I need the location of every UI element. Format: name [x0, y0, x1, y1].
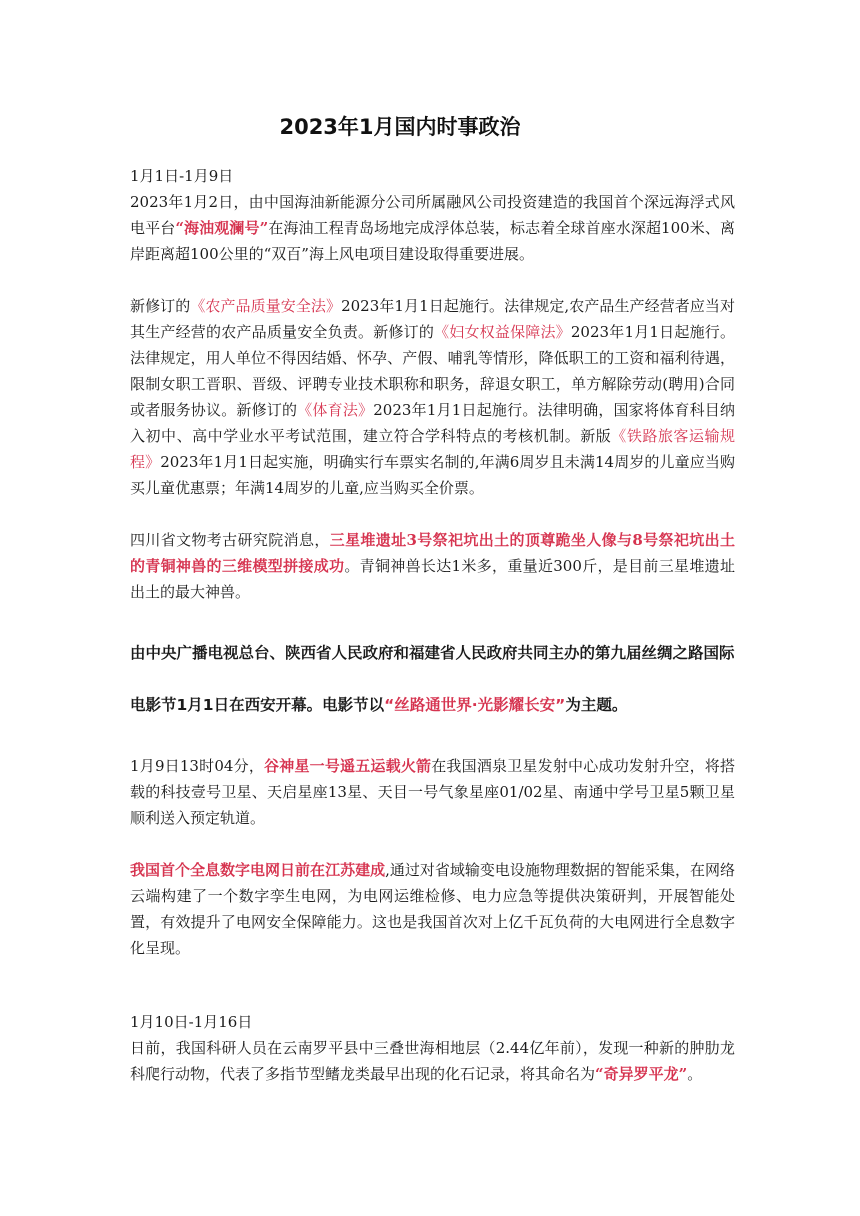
text-segment: 2023年1月2日，由中国海油新能源分公司所属融风公司投资建造的我国首个深远海浮式风电平台	[130, 193, 735, 237]
highlight-sanxingdui: 三星堆遗址3号祭祀坑出土的顶尊跪坐人像与8号祭祀坑出土的青铜神兽的三维模型拼接成功	[130, 531, 735, 575]
paragraph-rocket-launch	[130, 753, 735, 831]
highlight-haiyou-guanlan: “海油观澜号”	[175, 219, 269, 237]
paragraph-new-laws	[130, 293, 735, 501]
page-title: 2023年1月国内时事政治	[279, 115, 521, 139]
text-segment: 2023年1月1日起施行。法律规定,农产品生产经营者应当对其生产经营的农产品质量安全负责。新修订的	[130, 297, 735, 341]
paragraph-sanxingdui	[130, 527, 735, 605]
highlight-rocket: 谷神星一号遥五运载火箭	[264, 757, 432, 775]
spacer	[130, 961, 735, 987]
text-segment: 日前，我国科研人员在云南罗平县中三叠世海相地层（2.44亿年前），发现一种新的肿肋龙科爬行动物，代表了多指节型鳍龙类最早出现的化石记录，将其命名为	[130, 1039, 735, 1083]
text-segment: ,通过对省域输变电设施物理数据的智能采集，在网络云端构建了一个数字孪生电网，为电网运维检修、电力应急等提供决策研判，开展智能处置，有效提升了电网安全保障能力。这也是我国首次对上亿千瓦负荷的大电网进行全息数字化呈现。	[130, 861, 735, 957]
text-segment: 新修订的	[130, 297, 191, 315]
paragraph-film-festival	[130, 627, 735, 731]
text-segment: 2023年1月1日起施行。法律明确，国家将体育科目纳入初中、高中学业水平考试范围，建立符合学科特点的考核机制。新版	[130, 401, 735, 445]
spacer	[130, 987, 735, 1009]
text-segment: 由中央广播电视总台、陕西省人民政府和福建省人民政府共同主办的第九届丝绸之路国际电影节1月1日在西安开幕。电影节以	[130, 644, 735, 714]
spacer	[130, 501, 735, 527]
highlight-festival-theme: “丝路通世界·光影耀长安”	[384, 696, 566, 714]
section-date-jan-10-16: 1月10日-1月16日	[130, 1013, 253, 1031]
text-segment: 。	[687, 1065, 703, 1083]
highlight-railway-rules: 《铁路旅客运输规程》	[130, 427, 735, 471]
paragraph-digital-grid	[130, 857, 735, 961]
highlight-agri-law: 《农产品质量安全法》	[190, 297, 342, 315]
section-date-jan-1-9: 1月1日-1月9日	[130, 167, 234, 185]
paragraph-luoping-reptile	[130, 1035, 735, 1087]
text-segment: 为主题。	[565, 696, 628, 714]
highlight-women-law: 《妇女权益保障法》	[434, 323, 571, 341]
highlight-sports-law: 《体育法》	[297, 401, 374, 419]
highlight-luoping-dragon: “奇异罗平龙”	[595, 1065, 688, 1083]
spacer	[130, 731, 735, 753]
spacer	[130, 267, 735, 293]
paragraph-offshore-wind	[130, 189, 735, 267]
spacer	[130, 831, 735, 857]
text-segment: 在海油工程青岛场地完成浮体总装，标志着全球首座水深超100米、离岸距离超100公里的“双百”海上风电项目建设取得重要进展。	[130, 219, 735, 263]
text-segment: 在我国酒泉卫星发射中心成功发射升空，将搭载的科技壹号卫星、天启星座13星、天目一号气象星座01/02星、南通中学号卫星5颗卫星顺利送入预定轨道。	[130, 757, 735, 827]
highlight-digital-grid: 我国首个全息数字电网日前在江苏建成	[130, 861, 386, 879]
document-body	[130, 163, 735, 1087]
text-segment: 2023年1月1日起施行。法律规定，用人单位不得因结婚、怀孕、产假、哺乳等情形，降低职工的工资和福利待遇，限制女职工晋职、晋级、评聘专业技术职称和职务，辞退女职工，单方解除劳动(聘用)合同或者服务协议。新修订的	[130, 323, 735, 419]
text-segment: 。青铜神兽长达1米多，重量近300斤，是目前三星堆遗址出土的最大神兽。	[130, 557, 735, 601]
text-segment: 1月9日13时04分，	[130, 757, 265, 775]
text-segment: 2023年1月1日起实施，明确实行车票实名制的,年满6周岁且未满14周岁的儿童应当购买儿童优惠票；年满14周岁的儿童,应当购买全价票。	[130, 453, 735, 497]
text-segment: 四川省文物考古研究院消息，	[130, 531, 330, 549]
